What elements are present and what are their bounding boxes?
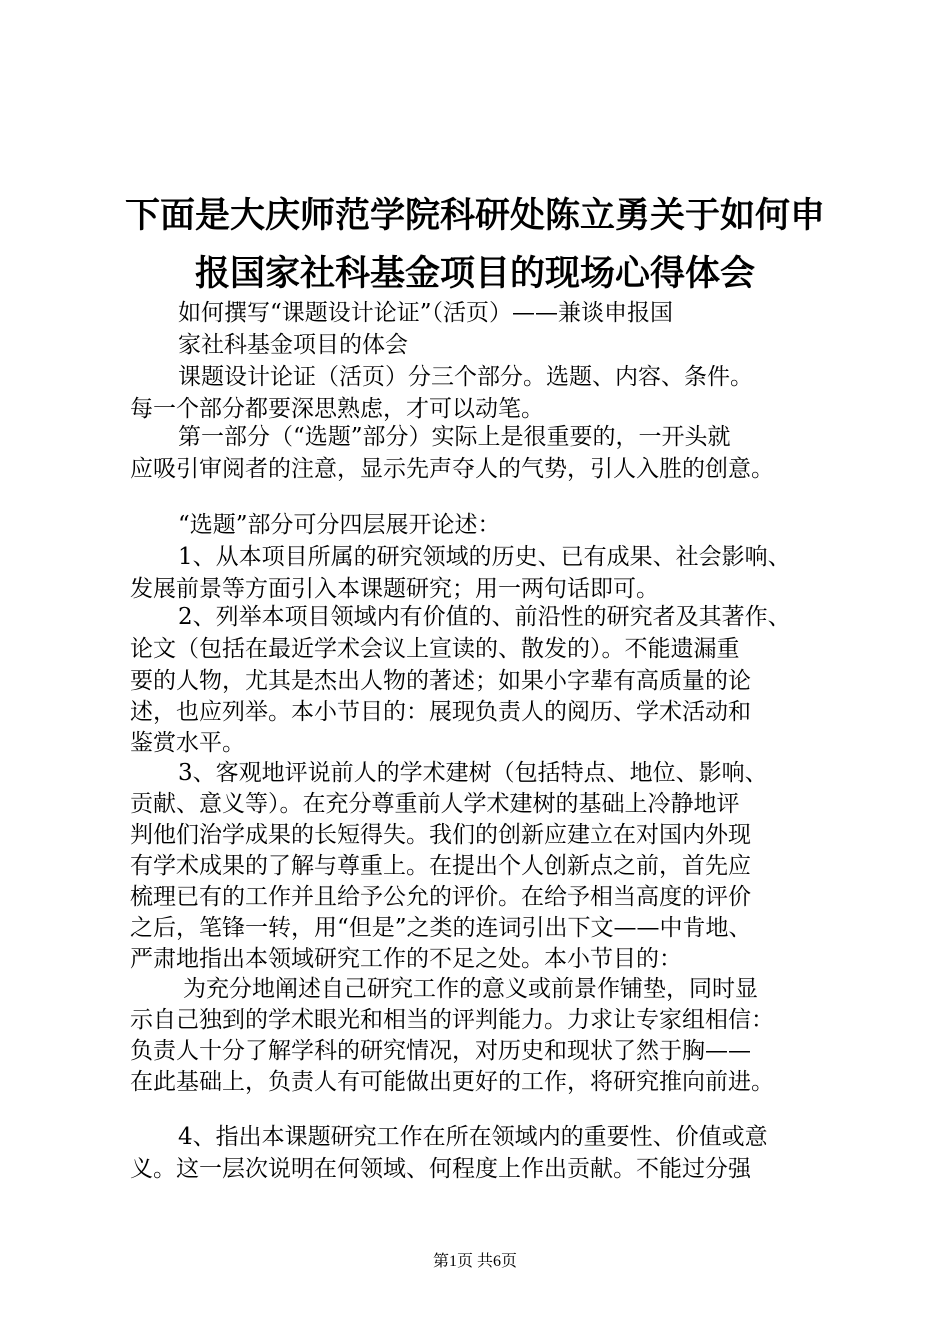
body-line: 义。这一层次说明在何领域、何程度上作出贡献。不能过分强 xyxy=(130,1156,751,1182)
body-line: 示自己独到的学术眼光和相当的评判能力。力求让专家组相信： xyxy=(130,1007,774,1033)
body-line: 贡献、意义等）。在充分尊重前人学术建树的基础上冷静地评 xyxy=(130,791,740,817)
body-line: 判他们治学成果的长短得失。我们的创新应建立在对国内外现 xyxy=(130,822,751,848)
body-line: “选题”部分可分四层展开论述： xyxy=(178,512,501,538)
body-line: 4、指出本课题研究工作在所在领域内的重要性、价值或意 xyxy=(178,1124,768,1150)
body-line: 论文（包括在最近学术会议上宣读的、散发的）。不能遗漏重 xyxy=(130,636,740,662)
document-title-line-1: 下面是大庆师范学院科研处陈立勇关于如何申 xyxy=(124,195,825,236)
body-line: 第一部分（“选题”部分）实际上是很重要的，一开头就 xyxy=(178,424,731,450)
body-line: 鉴赏水平。 xyxy=(130,730,245,756)
body-line: 为充分地阐述自己研究工作的意义或前景作铺垫，同时显 xyxy=(183,976,758,1002)
body-line: 2、列举本项目领域内有价值的、前沿性的研究者及其著作、 xyxy=(178,604,791,630)
page-footer: 第1页 共6页 xyxy=(432,1253,517,1270)
body-line: 要的人物，尤其是杰出人物的著述；如果小字辈有高质量的论 xyxy=(130,668,751,694)
body-line: 家社科基金项目的体会 xyxy=(178,332,408,358)
body-line: 严肃地指出本领域研究工作的不足之处。本小节目的： xyxy=(130,946,682,972)
body-line: 之后，笔锋一转，用“但是”之类的连词引出下文——中肯地、 xyxy=(130,915,752,941)
body-line: 在此基础上，负责人有可能做出更好的工作，将研究推向前进。 xyxy=(130,1069,774,1095)
body-line: 每一个部分都要深思熟虑，才可以动笔。 xyxy=(130,396,544,422)
body-line: 3、客观地评说前人的学术建树（包括特点、地位、影响、 xyxy=(178,760,768,786)
body-line: 1、从本项目所属的研究领域的历史、已有成果、社会影响、 xyxy=(178,544,791,570)
body-line: 课题设计论证（活页）分三个部分。选题、内容、条件。 xyxy=(178,364,753,390)
body-line: 述，也应列举。本小节目的：展现负责人的阅历、学术活动和 xyxy=(130,699,751,725)
document-title-line-2: 报国家社科基金项目的现场心得体会 xyxy=(194,253,755,294)
body-line: 梳理已有的工作并且给予公允的评价。在给予相当高度的评价 xyxy=(130,884,751,910)
body-line: 发展前景等方面引入本课题研究；用一两句话即可。 xyxy=(130,576,659,602)
body-line: 负责人十分了解学科的研究情况，对历史和现状了然于胸—— xyxy=(130,1038,751,1064)
body-line: 如何撰写“课题设计论证”（活页）——兼谈申报国 xyxy=(178,300,674,326)
body-line: 有学术成果的了解与尊重上。在提出个人创新点之前，首先应 xyxy=(130,853,751,879)
body-line: 应吸引审阅者的注意，显示先声夺人的气势，引人入胜的创意。 xyxy=(130,456,774,482)
